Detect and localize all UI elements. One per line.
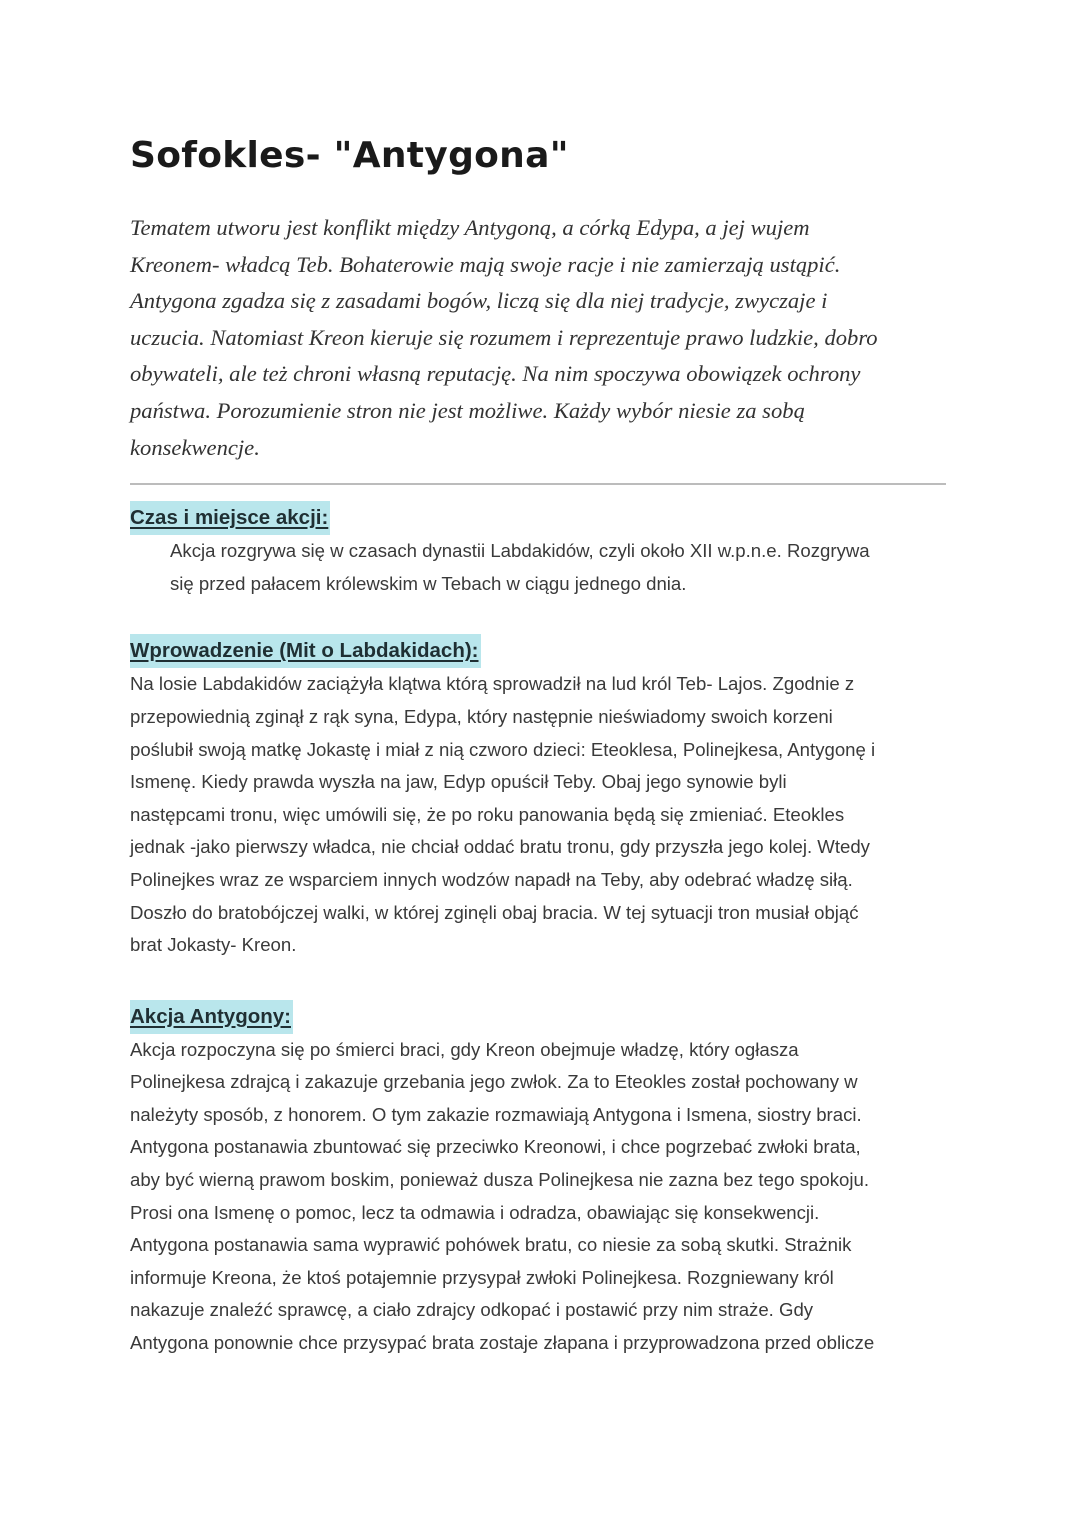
section-introduction-myth (130, 634, 946, 961)
section-body (130, 668, 946, 961)
section-time-place (130, 501, 946, 600)
body-line: Doszło do bratobójczej walki, w której zginęli obaj bracia. W tej sytuacji tron musiał objąć (130, 901, 859, 923)
section-heading: Wprowadzenie (Mit o Labdakidach): (130, 634, 481, 668)
section-body (130, 1034, 946, 1360)
body-line: Prosi ona Ismenę o pomoc, lecz ta odmawia i odradza, obawiając się konsekwencji. (130, 1201, 820, 1223)
intro-line: obywateli, ale też chroni własną reputację. Na nim spoczywa obowiązek ochrony (130, 361, 861, 387)
intro-line: Kreonem- władcą Teb. Bohaterowie mają swoje racje i nie zamierzają ustąpić. (130, 251, 841, 277)
intro-line: Tematem utworu jest konflikt między Antygoną, a córką Edypa, a jej wujem (130, 215, 810, 240)
body-line: się przed pałacem królewskim w Tebach w ciągu jednego dnia. (170, 572, 687, 594)
body-line: następcami tronu, więc umówili się, że po roku panowania będą się zmieniać. Eteokles (130, 803, 845, 825)
body-line: jednak -jako pierwszy władca, nie chciał oddać bratu tronu, gdy przyszła jego kolej. Wtedy (130, 836, 870, 858)
intro-line: konsekwencje. (130, 434, 260, 460)
intro-line: Antygona zgadza się z zasadami bogów, liczą się dla niej tradycje, zwyczaje i (130, 288, 828, 314)
body-line: Polinejkes wraz ze wsparciem innych wodzów napadł na Teby, aby odebrać władzę siłą. (130, 868, 853, 890)
body-line: Antygona postanawia sama wyprawić pohówek bratu, co niesie za sobą skutki. Strażnik (130, 1234, 852, 1256)
intro-paragraph (130, 210, 946, 466)
body-line: Na losie Labdakidów zaciążyła klątwa którą sprowadził na lud król Teb- Lajos. Zgodnie z (130, 673, 855, 695)
body-line: informuje Kreona, że ktoś potajemnie przysypał zwłoki Polinejkesa. Rozgniewany król (130, 1266, 834, 1288)
body-line: Ismenę. Kiedy prawda wyszła na jaw, Edyp opuścił Teby. Obaj jego synowie byli (130, 771, 787, 793)
intro-line: państwa. Porozumienie stron nie jest możliwe. Każdy wybór niesie za sobą (130, 397, 805, 423)
body-line: brat Jokasty- Kreon. (130, 934, 297, 956)
body-line: aby być wierną prawom boskim, ponieważ dusza Polinejkesa nie zazna bez tego spokoju. (130, 1169, 869, 1191)
body-line: nakazuje znaleźć sprawcę, a ciało zdrajcy odkopać i postawić przy nim straże. Gdy (130, 1299, 814, 1321)
body-line: Antygona postanawia zbuntować się przeciwko Kreonowi, i chce pogrzebać zwłoki brata, (130, 1136, 861, 1158)
page-title: Sofokles- "Antygona" (130, 135, 569, 176)
horizontal-divider (130, 483, 946, 485)
body-line: należyty sposób, z honorem. O tym zakazie rozmawiają Antygona i Ismena, siostry braci. (130, 1103, 862, 1125)
body-line: Akcja rozgrywa się w czasach dynastii Labdakidów, czyli około XII w.p.n.e. Rozgrywa (170, 540, 870, 562)
section-heading: Akcja Antygony: (130, 1000, 293, 1034)
body-line: przepowiednią zginął z rąk syna, Edypa, który następnie nieświadomy swoich korzeni (130, 705, 833, 727)
body-line: poślubił swoją matkę Jokastę i miał z nią czworo dzieci: Eteoklesa, Polinejkesa, Antygonę i (130, 738, 876, 760)
section-heading: Czas i miejsce akcji: (130, 501, 330, 535)
body-line: Akcja rozpoczyna się po śmierci braci, gdy Kreon obejmuje władzę, który ogłasza (130, 1038, 799, 1060)
body-line: Antygona ponownie chce przysypać brata zostaje złapana i przyprowadzona przed oblicze (130, 1332, 875, 1354)
section-body (130, 535, 946, 600)
body-line: Polinejkesa zdrajcą i zakazuje grzebania jego zwłok. Za to Eteokles został pochowany w (130, 1071, 858, 1093)
document-page (130, 128, 946, 1360)
intro-line: uczucia. Natomiast Kreon kieruje się rozumem i reprezentuje prawo ludzkie, dobro (130, 324, 878, 350)
section-antigone-plot (130, 1000, 946, 1360)
